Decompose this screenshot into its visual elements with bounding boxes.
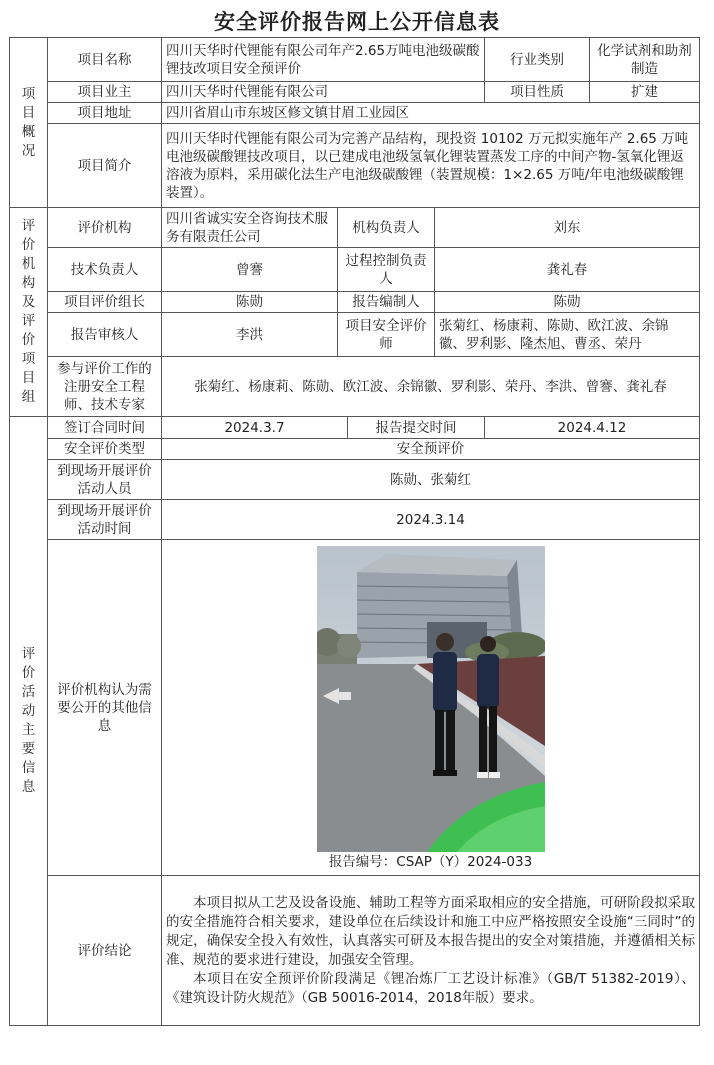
- conclusion-label: 评价结论: [48, 876, 162, 1026]
- onsite-people: 陈勋、张菊红: [162, 460, 700, 500]
- info-table: [9, 37, 700, 1026]
- head: 刘东: [435, 208, 700, 248]
- nature: 扩建: [590, 82, 700, 103]
- onsite-time-label: 到现场开展评价活动时间: [48, 500, 162, 540]
- report-number: 报告编号：CSAP（Y）2024-033: [328, 854, 533, 870]
- author-label: 报告编制人: [338, 292, 435, 313]
- contract-date: 2024.3.7: [162, 417, 348, 439]
- project-name-label: 项目名称: [48, 38, 162, 82]
- contract-label: 签订合同时间: [48, 417, 162, 439]
- other-info-label: 评价机构认为需要公开的其他信息: [48, 540, 162, 876]
- process: 龚礼春: [435, 248, 700, 292]
- submit-label: 报告提交时间: [348, 417, 485, 439]
- type-label: 安全评价类型: [48, 439, 162, 460]
- org: 四川省诚实安全咨询技术服务有限责任公司: [162, 208, 338, 248]
- intro-label: 项目简介: [48, 124, 162, 208]
- nature-label: 项目性质: [485, 82, 590, 103]
- onsite-people-label: 到现场开展评价活动人员: [48, 460, 162, 500]
- conclusion-paragraph-1: 本项目拟从工艺及设备设施、辅助工程等方面采取相应的安全措施，可研阶段拟采取的安全措施符合相关要求，建设单位在后续设计和施工中应严格按照安全设施“三同时”的规定，确保安全投入有效性，认真落实可研及本报告提出的安全对策措施，并遵循相关标准、规范的要求进行建设，加强安全管理。: [166, 894, 695, 968]
- process-label: 过程控制负责人: [338, 248, 435, 292]
- participants: 张菊红、杨康莉、陈勋、欧江波、余锦徽、罗利影、荣丹、李洪、曾謇、龚礼春: [162, 357, 700, 417]
- participants-label: 参与评价工作的注册安全工程师、技术专家: [48, 357, 162, 417]
- page-title: 安全评价报告网上公开信息表: [214, 10, 500, 34]
- onsite-time: 2024.3.14: [162, 500, 700, 540]
- reviewer: 李洪: [162, 313, 338, 357]
- conclusion: [162, 876, 700, 1026]
- org-label: 评价机构: [48, 208, 162, 248]
- assessor-label: 项目安全评价师: [338, 313, 435, 357]
- owner: 四川天华时代锂能有限公司: [162, 82, 485, 103]
- head-label: 机构负责人: [338, 208, 435, 248]
- tech-label: 技术负责人: [48, 248, 162, 292]
- submit-date: 2024.4.12: [485, 417, 700, 439]
- reviewer-label: 报告审核人: [48, 313, 162, 357]
- section-overview: 项目概况: [10, 38, 48, 208]
- industry: 化学试剂和助剂制造: [590, 38, 700, 82]
- conclusion-paragraph-2: 本项目在安全预评价阶段满足《锂冶炼厂工艺设计标准》（GB/T 51382-2019）、《建筑设计防火规范》（GB 50016-2014，2018年版）要求。: [166, 970, 695, 1006]
- address: 四川省眉山市东坡区修文镇甘眉工业园区: [162, 103, 700, 124]
- project-intro: 四川天华时代锂能有限公司为完善产品结构，现投资 10102 万元拟实施年产 2.65 万吨电池级碳酸锂技改项目，以已建成电池级氢氧化锂装置蒸发工序的中间产物-氢氧化锂返溶液为原料，采用碳化法生产电池级碳酸锂（装置规模：1×2.65 万吨/年电池级碳酸锂装置）。: [162, 124, 700, 208]
- project-name: 四川天华时代锂能有限公司年产2.65万吨电池级碳酸锂技改项目安全预评价: [162, 38, 485, 82]
- site-photo: [317, 546, 545, 852]
- assessors: 张菊红、杨康莉、陈勋、欧江波、余锦徽、罗利影、隆杰旭、曹丞、荣丹: [435, 313, 700, 357]
- address-label: 项目地址: [48, 103, 162, 124]
- author: 陈勋: [435, 292, 700, 313]
- leader-label: 项目评价组长: [48, 292, 162, 313]
- eval-type: 安全预评价: [162, 439, 700, 460]
- owner-label: 项目业主: [48, 82, 162, 103]
- section-activity: 评价活动主要信息: [10, 417, 48, 1026]
- leader: 陈勋: [162, 292, 338, 313]
- tech: 曾謇: [162, 248, 338, 292]
- industry-label: 行业类别: [485, 38, 590, 82]
- section-agency: 评价机构及评价项目组: [10, 208, 48, 417]
- other-info: [162, 540, 700, 876]
